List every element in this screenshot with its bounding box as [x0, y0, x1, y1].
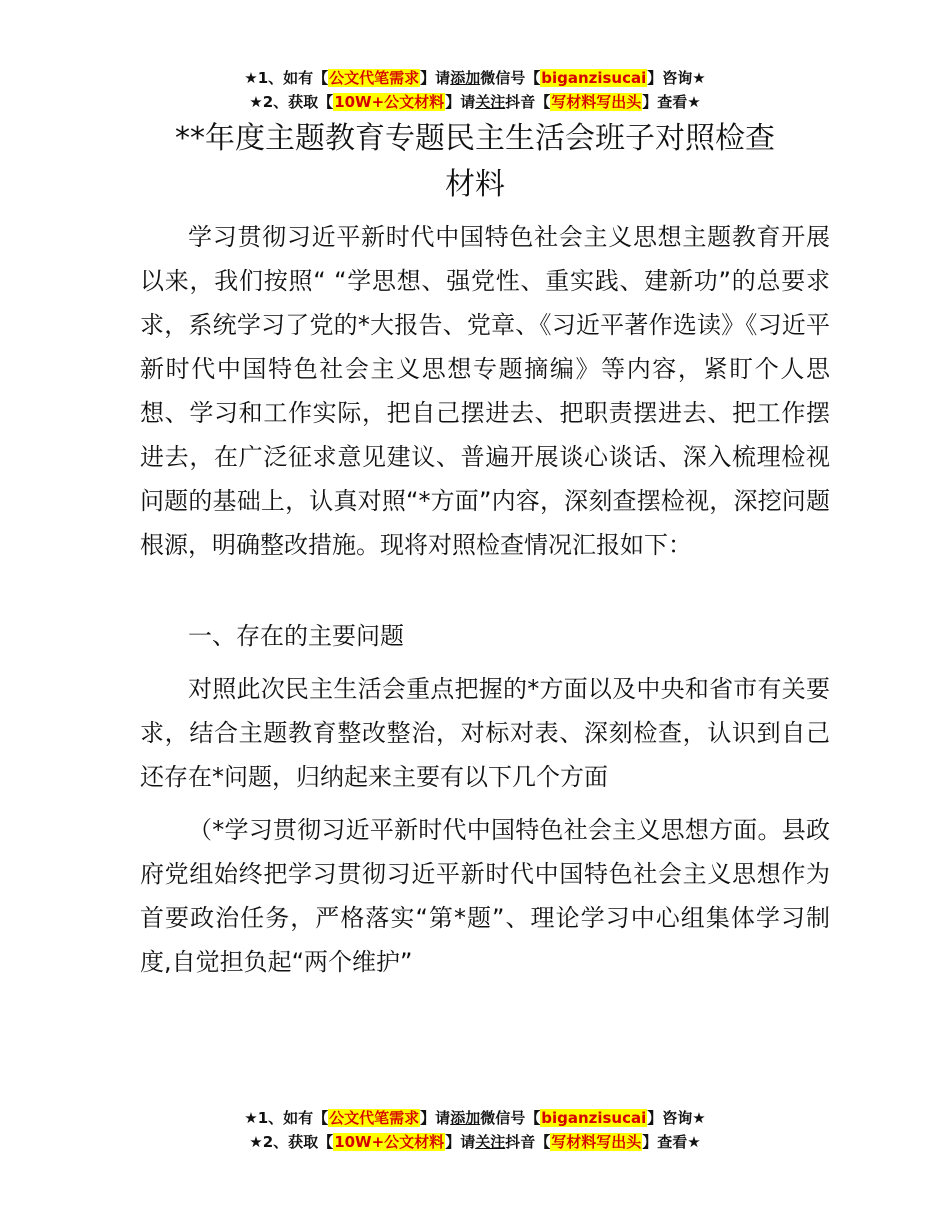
- promo-highlight: 10W+公文材料: [334, 1133, 445, 1151]
- promo-text: 】查看★: [642, 1133, 701, 1151]
- promo-highlight: 写材料写出头: [551, 1133, 642, 1151]
- promo-text: 微信号【: [480, 69, 541, 87]
- promo-text: ★1、如有【: [244, 69, 329, 87]
- paragraph-study-block: [140, 808, 830, 984]
- promo-line-1: [0, 1106, 950, 1130]
- promo-text: 】请: [420, 1109, 451, 1127]
- promo-text: ★2、获取【: [249, 1133, 334, 1151]
- promo-underlined: 关注: [475, 93, 506, 111]
- paragraph-intro: 学习贯彻习近平新时代中国特色社会主义思想主题教育开展以来，我们按照“ “学思想、强党性、重实践、建新功”的总要求求，系统学习了党的*大报告、党章、《习近平著作选读》《习近平新时代中国特色社会主义思想专题摘编》等内容，紧盯个人思想、学习和工作实际，把自己摆进去、把职责摆进去、把工作摆进去，在广泛征求意见建议、普遍开展谈心谈话、深入梳理检视问题的基础上，认真对照“*方面”内容，深刻查摆检视，深挖问题根源，明确整改措施。现将对照检查情况汇报如下：: [140, 223, 830, 559]
- promo-text: 】请: [445, 93, 476, 111]
- promo-text: ★1、如有【: [244, 1109, 329, 1127]
- promo-highlight: 公文代笔需求: [329, 1109, 420, 1127]
- promo-underlined: 添加: [450, 1109, 481, 1127]
- section-heading: 一、存在的主要问题: [188, 622, 404, 650]
- promo-text: 】咨询★: [647, 1109, 706, 1127]
- paragraph-intro-block: [140, 215, 830, 567]
- promo-text: 】请: [445, 1133, 476, 1151]
- promo-underlined: 关注: [475, 1133, 506, 1151]
- promo-line-1: [0, 66, 950, 90]
- paragraph-problems: 对照此次民主生活会重点把握的*方面以及中央和省市有关要求，结合主题教育整改整治，对标对表、深刻检查，认识到自己还存在*问题，归纳起来主要有以下几个方面: [140, 675, 830, 791]
- paragraph-problems-block: [140, 667, 830, 799]
- promo-highlight: 写材料写出头: [551, 93, 642, 111]
- promo-highlight: biganzisucai: [541, 1109, 647, 1127]
- promo-text: 微信号【: [480, 1109, 541, 1127]
- footer-promo-banner: [0, 1106, 950, 1154]
- promo-highlight: biganzisucai: [541, 69, 647, 87]
- section-heading-block: [140, 614, 830, 658]
- title-line-1: **年度主题教育专题民主生活会班子对照检查: [175, 121, 775, 156]
- promo-text: 抖音【: [505, 93, 551, 111]
- document-title: [120, 116, 830, 208]
- promo-text: 抖音【: [505, 1133, 551, 1151]
- promo-highlight: 10W+公文材料: [334, 93, 445, 111]
- promo-underlined: 添加: [450, 69, 481, 87]
- promo-line-2: [0, 1130, 950, 1154]
- promo-text: 】查看★: [642, 93, 701, 111]
- promo-text: 】请: [420, 69, 451, 87]
- paragraph-study: （*学习贯彻习近平新时代中国特色社会主义思想方面。县政府党组始终把学习贯彻习近平新时代中国特色社会主义思想作为首要政治任务，严格落实“第*题”、理论学习中心组集体学习制度,自觉担负起“两个维护”: [140, 816, 830, 976]
- title-line-2: 材料: [445, 167, 505, 202]
- promo-line-2: [0, 90, 950, 114]
- header-promo-banner: [0, 66, 950, 114]
- promo-text: ★2、获取【: [249, 93, 334, 111]
- promo-highlight: 公文代笔需求: [329, 69, 420, 87]
- promo-text: 】咨询★: [647, 69, 706, 87]
